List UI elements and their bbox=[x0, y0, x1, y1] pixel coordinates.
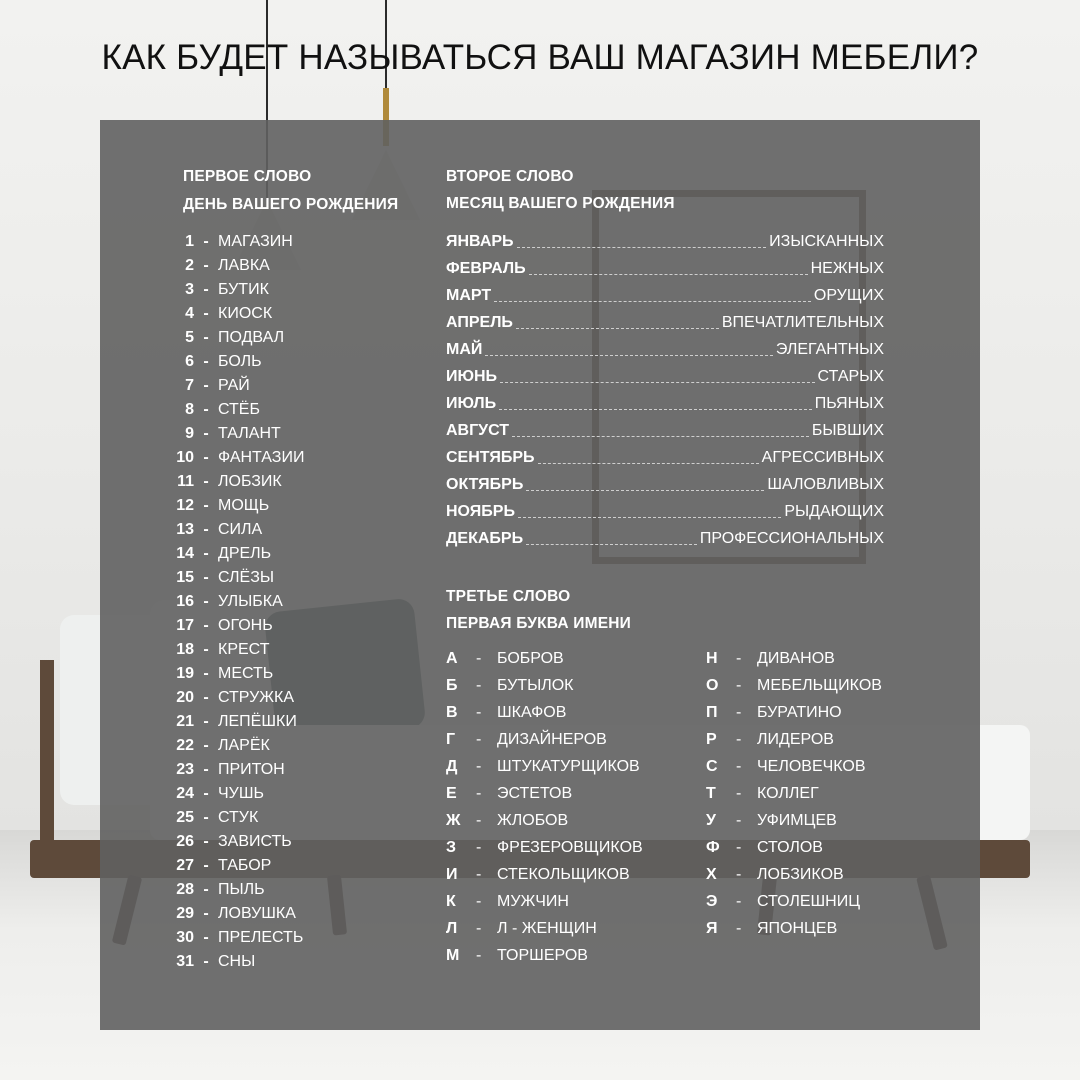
month-name: АВГУСТ bbox=[446, 422, 510, 439]
separator-dash: - bbox=[476, 947, 482, 964]
day-number: 17 bbox=[176, 617, 194, 634]
day-number: 23 bbox=[176, 761, 194, 778]
letter: Г bbox=[446, 731, 456, 748]
separator-dash: - bbox=[476, 650, 482, 667]
day-number: 22 bbox=[176, 737, 194, 754]
day-row bbox=[160, 566, 400, 590]
separator-dash: - bbox=[203, 713, 209, 730]
month-word: ПЬЯНЫХ bbox=[814, 395, 884, 412]
second-word-heading: ВТОРОЕ СЛОВО bbox=[446, 168, 574, 185]
separator-dash: - bbox=[736, 812, 742, 829]
day-number: 4 bbox=[185, 305, 194, 322]
day-word: МОЩЬ bbox=[218, 497, 270, 514]
letter-row bbox=[446, 834, 686, 861]
day-word: ЧУШЬ bbox=[218, 785, 264, 802]
month-name: ОКТЯБРЬ bbox=[446, 476, 524, 493]
day-word: ПЫЛЬ bbox=[218, 881, 265, 898]
day-word: БОЛЬ bbox=[218, 353, 262, 370]
letter-row bbox=[446, 915, 686, 942]
month-row bbox=[446, 228, 884, 255]
day-word: ТАБОР bbox=[218, 857, 272, 874]
day-row bbox=[160, 758, 400, 782]
separator-dash: - bbox=[736, 731, 742, 748]
month-word: ОРУЩИХ bbox=[813, 287, 884, 304]
separator-dash: - bbox=[736, 650, 742, 667]
day-row bbox=[160, 374, 400, 398]
day-number: 21 bbox=[176, 713, 194, 730]
separator-dash: - bbox=[203, 281, 209, 298]
separator-dash: - bbox=[736, 893, 742, 910]
dotted-leader bbox=[526, 544, 697, 545]
month-row bbox=[446, 390, 884, 417]
separator-dash: - bbox=[736, 920, 742, 937]
separator-dash: - bbox=[203, 521, 209, 538]
month-name: ИЮЛЬ bbox=[446, 395, 497, 412]
separator-dash: - bbox=[203, 857, 209, 874]
day-word: ПРЕЛЕСТЬ bbox=[218, 929, 304, 946]
day-number: 12 bbox=[176, 497, 194, 514]
second-word-subheading: МЕСЯЦ ВАШЕГО РОЖДЕНИЯ bbox=[446, 195, 675, 212]
letter: У bbox=[706, 812, 716, 829]
day-word: ПРИТОН bbox=[218, 761, 285, 778]
month-word: СТАРЫХ bbox=[817, 368, 884, 385]
letter: З bbox=[446, 839, 457, 856]
day-word: ЛОБЗИК bbox=[218, 473, 282, 490]
letter: П bbox=[706, 704, 718, 721]
letter: Х bbox=[706, 866, 717, 883]
letter-word: ШКАФОВ bbox=[497, 704, 567, 721]
month-list bbox=[446, 228, 884, 552]
separator-dash: - bbox=[203, 881, 209, 898]
day-row bbox=[160, 326, 400, 350]
month-row bbox=[446, 525, 884, 552]
day-word: ЛЕПЁШКИ bbox=[218, 713, 297, 730]
month-name: НОЯБРЬ bbox=[446, 503, 515, 520]
letter: Л bbox=[446, 920, 458, 937]
separator-dash: - bbox=[203, 593, 209, 610]
day-word: ТАЛАНТ bbox=[218, 425, 281, 442]
dotted-leader bbox=[512, 436, 809, 437]
day-number: 31 bbox=[176, 953, 194, 970]
letter-word: ЭСТЕТОВ bbox=[497, 785, 573, 802]
letter-row bbox=[706, 699, 896, 726]
separator-dash: - bbox=[736, 866, 742, 883]
first-word-subheading: ДЕНЬ ВАШЕГО РОЖДЕНИЯ bbox=[183, 196, 399, 213]
letter-row bbox=[446, 942, 686, 969]
letter-word: МЕБЕЛЬЩИКОВ bbox=[757, 677, 882, 694]
day-row bbox=[160, 470, 400, 494]
day-number: 2 bbox=[185, 257, 194, 274]
day-row bbox=[160, 590, 400, 614]
separator-dash: - bbox=[476, 758, 482, 775]
day-number: 9 bbox=[185, 425, 194, 442]
separator-dash: - bbox=[476, 731, 482, 748]
month-word: ЭЛЕГАНТНЫХ bbox=[775, 341, 884, 358]
separator-dash: - bbox=[203, 809, 209, 826]
day-number: 26 bbox=[176, 833, 194, 850]
page-title: КАК БУДЕТ НАЗЫВАТЬСЯ ВАШ МАГАЗИН МЕБЕЛИ? bbox=[101, 38, 979, 77]
letter-row bbox=[706, 672, 896, 699]
letter: А bbox=[446, 650, 458, 667]
separator-dash: - bbox=[203, 617, 209, 634]
month-name: ФЕВРАЛЬ bbox=[446, 260, 526, 277]
day-word: КРЕСТ bbox=[218, 641, 270, 658]
letter: В bbox=[446, 704, 458, 721]
separator-dash: - bbox=[203, 305, 209, 322]
month-word: РЫДАЮЩИХ bbox=[784, 503, 884, 520]
separator-dash: - bbox=[736, 785, 742, 802]
separator-dash: - bbox=[203, 833, 209, 850]
day-word: КИОСК bbox=[218, 305, 273, 322]
day-row bbox=[160, 950, 400, 974]
day-number: 29 bbox=[176, 905, 194, 922]
letter: Б bbox=[446, 677, 458, 694]
letter-row bbox=[446, 888, 686, 915]
day-word: ЛАРЁК bbox=[218, 737, 270, 754]
dotted-leader bbox=[500, 382, 814, 383]
day-number: 24 bbox=[176, 785, 194, 802]
month-row bbox=[446, 471, 884, 498]
day-number: 19 bbox=[176, 665, 194, 682]
month-name: ИЮНЬ bbox=[446, 368, 498, 385]
day-number: 18 bbox=[176, 641, 194, 658]
letter-word: БОБРОВ bbox=[497, 650, 564, 667]
letter: К bbox=[446, 893, 456, 910]
letter: О bbox=[706, 677, 719, 694]
letter-list-left bbox=[446, 645, 686, 969]
third-word-heading: ТРЕТЬЕ СЛОВО bbox=[446, 588, 571, 605]
letter-word: МУЖЧИН bbox=[497, 893, 569, 910]
separator-dash: - bbox=[203, 929, 209, 946]
separator-dash: - bbox=[476, 839, 482, 856]
day-row bbox=[160, 686, 400, 710]
day-row bbox=[160, 806, 400, 830]
day-number: 28 bbox=[176, 881, 194, 898]
day-number: 27 bbox=[176, 857, 194, 874]
month-word: АГРЕССИВНЫХ bbox=[761, 449, 884, 466]
separator-dash: - bbox=[203, 473, 209, 490]
letter: Т bbox=[706, 785, 716, 802]
letter-row bbox=[706, 915, 896, 942]
separator-dash: - bbox=[203, 665, 209, 682]
separator-dash: - bbox=[203, 233, 209, 250]
day-row bbox=[160, 350, 400, 374]
letter-word: ШТУКАТУРЩИКОВ bbox=[497, 758, 640, 775]
letter-row bbox=[446, 861, 686, 888]
day-word: БУТИК bbox=[218, 281, 269, 298]
letter: Р bbox=[706, 731, 717, 748]
day-word: ФАНТАЗИИ bbox=[218, 449, 305, 466]
letter: Я bbox=[706, 920, 718, 937]
day-word: МАГАЗИН bbox=[218, 233, 293, 250]
dotted-leader bbox=[538, 463, 759, 464]
month-name: ДЕКАБРЬ bbox=[446, 530, 524, 547]
letter: И bbox=[446, 866, 458, 883]
separator-dash: - bbox=[476, 893, 482, 910]
letter-word: ЛИДЕРОВ bbox=[757, 731, 834, 748]
day-number: 1 bbox=[185, 233, 194, 250]
day-row bbox=[160, 542, 400, 566]
day-number: 20 bbox=[176, 689, 194, 706]
day-word: СНЫ bbox=[218, 953, 256, 970]
day-row bbox=[160, 614, 400, 638]
month-name: МАЙ bbox=[446, 341, 483, 358]
day-list bbox=[160, 230, 400, 974]
day-number: 5 bbox=[185, 329, 194, 346]
day-row bbox=[160, 878, 400, 902]
separator-dash: - bbox=[736, 758, 742, 775]
separator-dash: - bbox=[203, 257, 209, 274]
letter: С bbox=[706, 758, 718, 775]
third-word-subheading: ПЕРВАЯ БУКВА ИМЕНИ bbox=[446, 615, 631, 632]
month-row bbox=[446, 363, 884, 390]
letter-word: ДИВАНОВ bbox=[757, 650, 835, 667]
letter-word: ДИЗАЙНЕРОВ bbox=[497, 731, 607, 748]
day-row bbox=[160, 662, 400, 686]
day-row bbox=[160, 302, 400, 326]
letter: Ж bbox=[446, 812, 461, 829]
letter-row bbox=[446, 726, 686, 753]
day-row bbox=[160, 926, 400, 950]
separator-dash: - bbox=[203, 449, 209, 466]
day-number: 6 bbox=[185, 353, 194, 370]
letter-word: ЖЛОБОВ bbox=[497, 812, 569, 829]
letter-row bbox=[706, 888, 896, 915]
day-row bbox=[160, 398, 400, 422]
letter-row bbox=[706, 780, 896, 807]
month-name: АПРЕЛЬ bbox=[446, 314, 513, 331]
day-row bbox=[160, 902, 400, 926]
letter-row bbox=[446, 807, 686, 834]
day-word: ЗАВИСТЬ bbox=[218, 833, 292, 850]
day-row bbox=[160, 782, 400, 806]
month-word: ИЗЫСКАННЫХ bbox=[769, 233, 884, 250]
letter-word: СТОЛЕШНИЦ bbox=[757, 893, 861, 910]
day-row bbox=[160, 734, 400, 758]
month-row bbox=[446, 282, 884, 309]
month-name: ЯНВАРЬ bbox=[446, 233, 514, 250]
separator-dash: - bbox=[203, 569, 209, 586]
day-number: 14 bbox=[176, 545, 194, 562]
day-row bbox=[160, 638, 400, 662]
letter-row bbox=[446, 780, 686, 807]
separator-dash: - bbox=[476, 920, 482, 937]
dotted-leader bbox=[494, 301, 811, 302]
day-word: ДРЕЛЬ bbox=[218, 545, 272, 562]
day-number: 16 bbox=[176, 593, 194, 610]
first-word-heading: ПЕРВОЕ СЛОВО bbox=[183, 168, 312, 185]
day-number: 30 bbox=[176, 929, 194, 946]
letter-row bbox=[706, 834, 896, 861]
day-row bbox=[160, 230, 400, 254]
month-word: БЫВШИХ bbox=[811, 422, 884, 439]
day-row bbox=[160, 278, 400, 302]
separator-dash: - bbox=[476, 812, 482, 829]
letter-row bbox=[706, 807, 896, 834]
separator-dash: - bbox=[203, 737, 209, 754]
separator-dash: - bbox=[203, 545, 209, 562]
letter-row bbox=[446, 699, 686, 726]
day-number: 13 bbox=[176, 521, 194, 538]
separator-dash: - bbox=[203, 497, 209, 514]
month-word: ШАЛОВЛИВЫХ bbox=[767, 476, 884, 493]
separator-dash: - bbox=[476, 677, 482, 694]
letter-word: КОЛЛЕГ bbox=[757, 785, 819, 802]
day-word: СЛЁЗЫ bbox=[218, 569, 275, 586]
letter-word: БУТЫЛОК bbox=[497, 677, 574, 694]
letter-row bbox=[706, 753, 896, 780]
letter-row bbox=[446, 753, 686, 780]
dotted-leader bbox=[517, 247, 767, 248]
dotted-leader bbox=[526, 490, 764, 491]
separator-dash: - bbox=[736, 839, 742, 856]
day-number: 25 bbox=[176, 809, 194, 826]
letter: Н bbox=[706, 650, 718, 667]
letter-word: ФРЕЗЕРОВЩИКОВ bbox=[497, 839, 643, 856]
month-word: ПРОФЕССИОНАЛЬНЫХ bbox=[699, 530, 884, 547]
month-row bbox=[446, 444, 884, 471]
letter-word: СТОЛОВ bbox=[757, 839, 823, 856]
day-row bbox=[160, 830, 400, 854]
letter-row bbox=[706, 645, 896, 672]
letter-word: Л - ЖЕНЩИН bbox=[497, 920, 597, 937]
month-name: СЕНТЯБРЬ bbox=[446, 449, 535, 466]
separator-dash: - bbox=[476, 866, 482, 883]
dotted-leader bbox=[516, 328, 719, 329]
day-number: 7 bbox=[185, 377, 194, 394]
day-word: МЕСТЬ bbox=[218, 665, 274, 682]
separator-dash: - bbox=[203, 785, 209, 802]
separator-dash: - bbox=[203, 377, 209, 394]
day-word: УЛЫБКА bbox=[218, 593, 283, 610]
separator-dash: - bbox=[203, 761, 209, 778]
day-row bbox=[160, 494, 400, 518]
day-number: 11 bbox=[177, 473, 194, 490]
letter-row bbox=[706, 861, 896, 888]
month-row bbox=[446, 255, 884, 282]
separator-dash: - bbox=[203, 401, 209, 418]
letter: Э bbox=[706, 893, 718, 910]
day-word: ПОДВАЛ bbox=[218, 329, 285, 346]
month-word: НЕЖНЫХ bbox=[810, 260, 884, 277]
letter-word: УФИМЦЕВ bbox=[757, 812, 837, 829]
letter-row bbox=[446, 645, 686, 672]
day-row bbox=[160, 854, 400, 878]
separator-dash: - bbox=[736, 677, 742, 694]
day-row bbox=[160, 422, 400, 446]
letter-word: СТЕКОЛЬЩИКОВ bbox=[497, 866, 630, 883]
letter-list-right bbox=[706, 645, 896, 942]
day-word: СТЁБ bbox=[218, 401, 260, 418]
separator-dash: - bbox=[203, 953, 209, 970]
day-number: 3 bbox=[185, 281, 194, 298]
day-row bbox=[160, 710, 400, 734]
day-word: ЛАВКА bbox=[218, 257, 270, 274]
month-row bbox=[446, 309, 884, 336]
sofa-side-frame bbox=[40, 660, 54, 850]
month-name: МАРТ bbox=[446, 287, 492, 304]
separator-dash: - bbox=[203, 353, 209, 370]
day-word: ОГОНЬ bbox=[218, 617, 273, 634]
month-row bbox=[446, 498, 884, 525]
letter-word: ТОРШЕРОВ bbox=[497, 947, 588, 964]
day-word: СТУК bbox=[218, 809, 259, 826]
dotted-leader bbox=[529, 274, 808, 275]
letter-word: ЧЕЛОВЕЧКОВ bbox=[757, 758, 866, 775]
day-word: СИЛА bbox=[218, 521, 263, 538]
separator-dash: - bbox=[736, 704, 742, 721]
letter-row bbox=[706, 726, 896, 753]
day-number: 15 bbox=[176, 569, 194, 586]
letter-row bbox=[446, 672, 686, 699]
separator-dash: - bbox=[203, 905, 209, 922]
month-row bbox=[446, 417, 884, 444]
day-row bbox=[160, 518, 400, 542]
day-row bbox=[160, 254, 400, 278]
day-word: РАЙ bbox=[218, 377, 250, 394]
month-row bbox=[446, 336, 884, 363]
day-number: 10 bbox=[176, 449, 194, 466]
day-word: ЛОВУШКА bbox=[218, 905, 296, 922]
dotted-leader bbox=[485, 355, 772, 356]
letter: М bbox=[446, 947, 460, 964]
month-word: ВПЕЧАТЛИТЕЛЬНЫХ bbox=[721, 314, 884, 331]
separator-dash: - bbox=[203, 425, 209, 442]
day-row bbox=[160, 446, 400, 470]
letter-word: БУРАТИНО bbox=[757, 704, 842, 721]
separator-dash: - bbox=[476, 704, 482, 721]
day-number: 8 bbox=[185, 401, 194, 418]
letter-word: ЛОБЗИКОВ bbox=[757, 866, 844, 883]
letter: Ф bbox=[706, 839, 720, 856]
separator-dash: - bbox=[203, 329, 209, 346]
separator-dash: - bbox=[476, 785, 482, 802]
dotted-leader bbox=[499, 409, 812, 410]
separator-dash: - bbox=[203, 689, 209, 706]
letter: Д bbox=[446, 758, 458, 775]
letter-word: ЯПОНЦЕВ bbox=[757, 920, 838, 937]
separator-dash: - bbox=[203, 641, 209, 658]
dotted-leader bbox=[518, 517, 781, 518]
letter: Е bbox=[446, 785, 457, 802]
day-word: СТРУЖКА bbox=[218, 689, 295, 706]
